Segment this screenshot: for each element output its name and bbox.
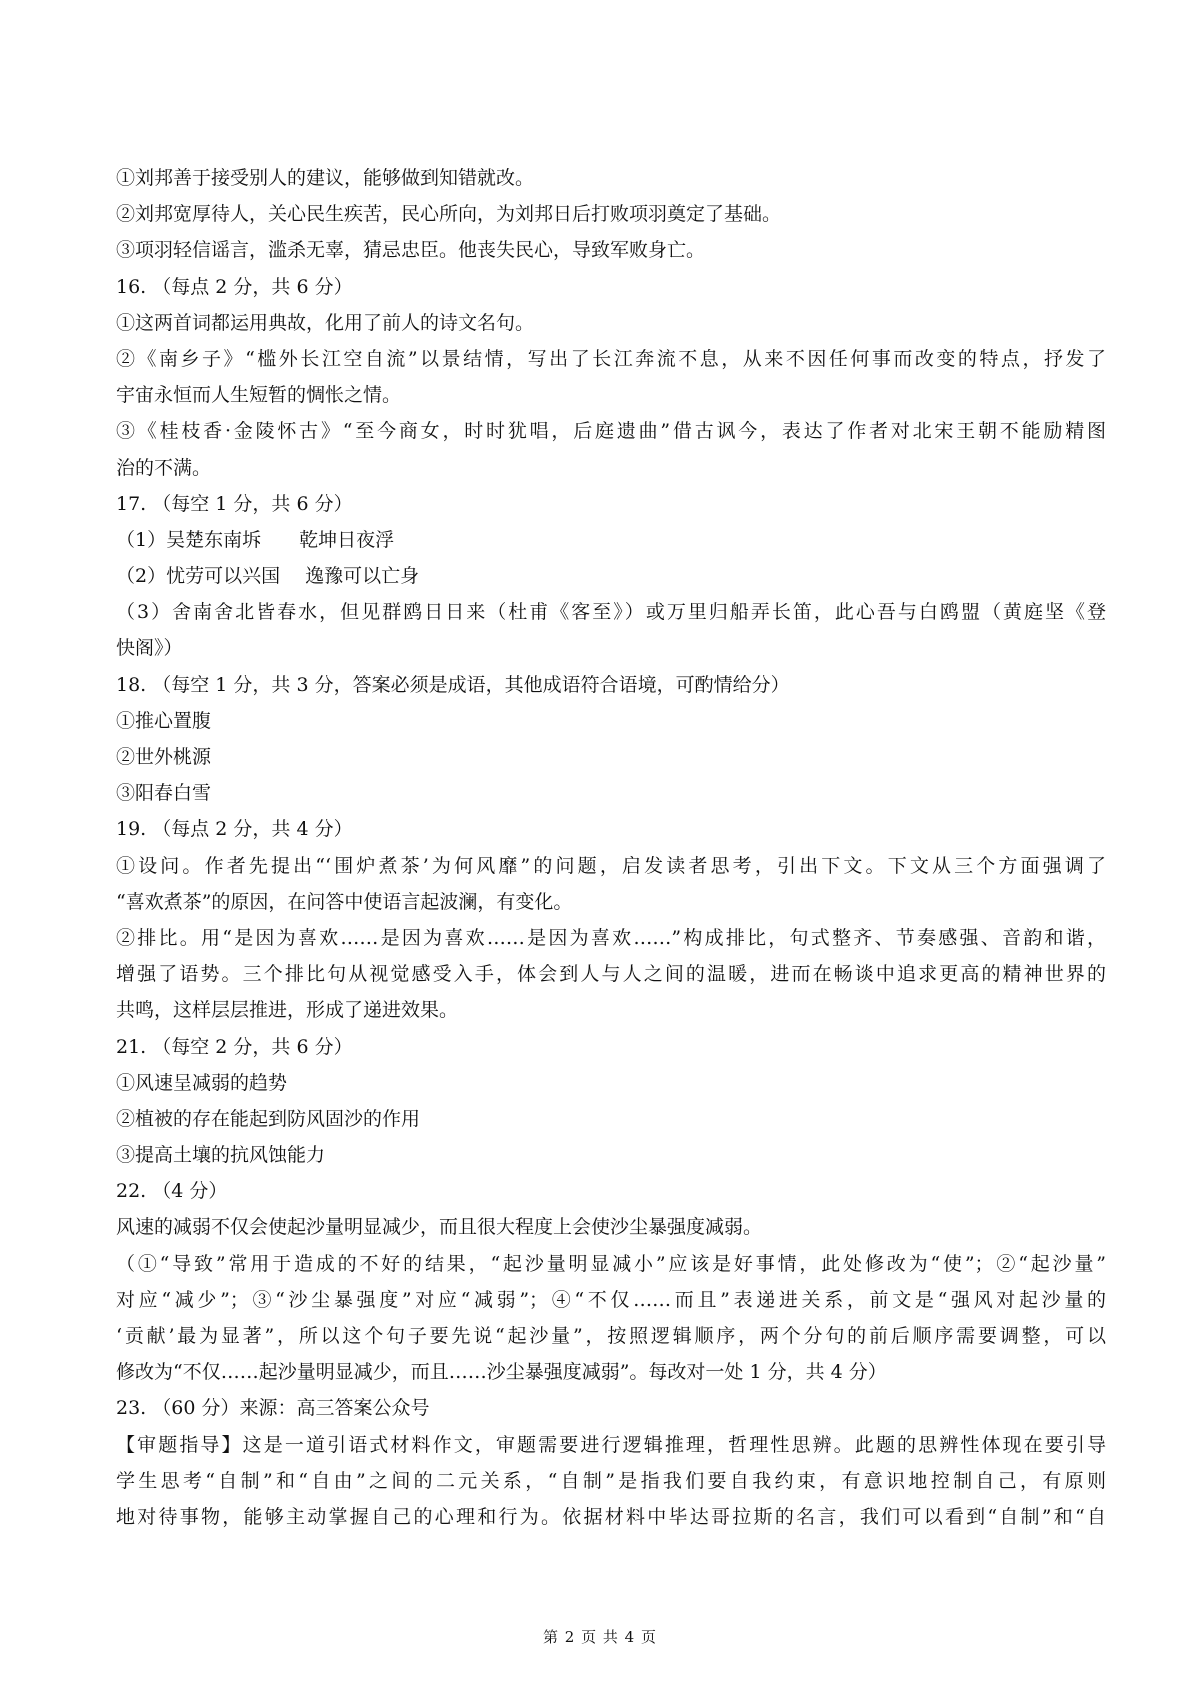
text-line: （1）吴楚东南坼 乾坤日夜浮 (116, 528, 395, 551)
text-line: ③《桂枝香·金陵怀古》“至今商女，时时犹唱，后庭遗曲”借古讽今，表达了作者对北宋王朝不能励精图 (116, 420, 1106, 443)
text-line: 22. （4 分） (116, 1180, 228, 1203)
text-line: 治的不满。 (116, 456, 212, 479)
text-line: ①风速呈减弱的趋势 (116, 1071, 288, 1094)
text-line: 学生思考“自制”和“自由”之间的二元关系，“自制”是指我们要自我约束，有意识地控制自己，有原则 (116, 1469, 1106, 1492)
text-line: 修改为“不仅……起沙量明显减少，而且……沙尘暴强度减弱”。每改对一处 1 分，共 4 分） (116, 1361, 887, 1384)
text-line: ②排比。用“是因为喜欢……是因为喜欢……是因为喜欢……”构成排比，句式整齐、节奏感强、音韵和谐， (116, 926, 1106, 949)
text-line: ②刘邦宽厚待人，关心民生疾苦，民心所向，为刘邦日后打败项羽奠定了基础。 (116, 203, 782, 226)
text-line: 地对待事物，能够主动掌握自己的心理和行为。依据材料中毕达哥拉斯的名言，我们可以看到“自制”和“自 (116, 1505, 1106, 1528)
text-line: 宇宙永恒而人生短暂的惆怅之情。 (116, 384, 402, 407)
text-line: 【审题指导】这是一道引语式材料作文，审题需要进行逻辑推理，哲理性思辨。此题的思辨性体现在要引导 (116, 1433, 1106, 1456)
text-line: 对应“减少”；③“沙尘暴强度”对应“减弱”；④“不仅……而且”表递进关系，前文是“强风对起沙量的 (116, 1288, 1106, 1311)
answer-text-body (116, 160, 1106, 1535)
text-line: ①这两首词都运用典故，化用了前人的诗文名句。 (116, 311, 535, 334)
text-line: ‘贡献’最为显著”，所以这个句子要先说“起沙量”，按照逻辑顺序，两个分句的前后顺序需要调整，可以 (116, 1325, 1106, 1347)
text-line: 17. （每空 1 分，共 6 分） (116, 492, 353, 515)
text-line: ②植被的存在能起到防风固沙的作用 (116, 1107, 421, 1130)
text-line: 18. （每空 1 分，共 3 分，答案必须是成语，其他成语符合语境，可酌情给分） (116, 673, 790, 696)
text-line: ②《南乡子》“槛外长江空自流”以景结情，写出了长江奔流不息，从来不因任何事而改变的特点，抒发了 (116, 347, 1106, 370)
text-line: （3）舍南舍北皆春水，但见群鸥日日来（杜甫《客至》）或万里归船弄长笛，此心吾与白鸥盟（黄庭坚《登 (116, 601, 1106, 624)
text-line: ①推心置腹 (116, 709, 212, 732)
text-line: ①刘邦善于接受别人的建议，能够做到知错就改。 (116, 167, 535, 189)
text-line: 23. （60 分）来源：高三答案公众号 (116, 1397, 430, 1420)
text-line: 16. （每点 2 分，共 6 分） (116, 275, 353, 298)
text-line: ③阳春白雪 (116, 782, 212, 805)
text-line: 21. （每空 2 分，共 6 分） (116, 1035, 353, 1058)
text-line: （2）忧劳可以兴国 逸豫可以亡身 (116, 565, 420, 588)
text-line: ②世外桃源 (116, 746, 212, 768)
text-line: 19. （每点 2 分，共 4 分） (116, 818, 353, 841)
text-line: ③提高土壤的抗风蚀能力 (116, 1144, 326, 1167)
page-number-footer: 第 2 页 共 4 页 (543, 1628, 657, 1646)
text-line: 快阁》） (116, 637, 183, 660)
text-line: 共鸣，这样层层推进，形成了递进效果。 (116, 999, 459, 1022)
text-line: ①设问。作者先提出“‘围炉煮茶’为何风靡”的问题，启发读者思考，引出下文。下文从三个方面强调了 (116, 854, 1106, 877)
text-line: 风速的减弱不仅会使起沙量明显减少，而且很大程度上会使沙尘暴强度减弱。 (116, 1216, 763, 1239)
text-line: “喜欢煮茶”的原因，在问答中使语言起波澜，有变化。 (116, 890, 573, 913)
text-line: ③项羽轻信谣言，滥杀无辜，猜忌忠臣。他丧失民心，导致军败身亡。 (116, 239, 706, 262)
text-line: （①“导致”常用于造成的不好的结果，“起沙量明显减小”应该是好事情，此处修改为“使”；②“起沙量” (116, 1252, 1106, 1275)
text-line: 增强了语势。三个排比句从视觉感受入手，体会到人与人之间的温暖，进而在畅谈中追求更高的精神世界的 (116, 963, 1106, 986)
